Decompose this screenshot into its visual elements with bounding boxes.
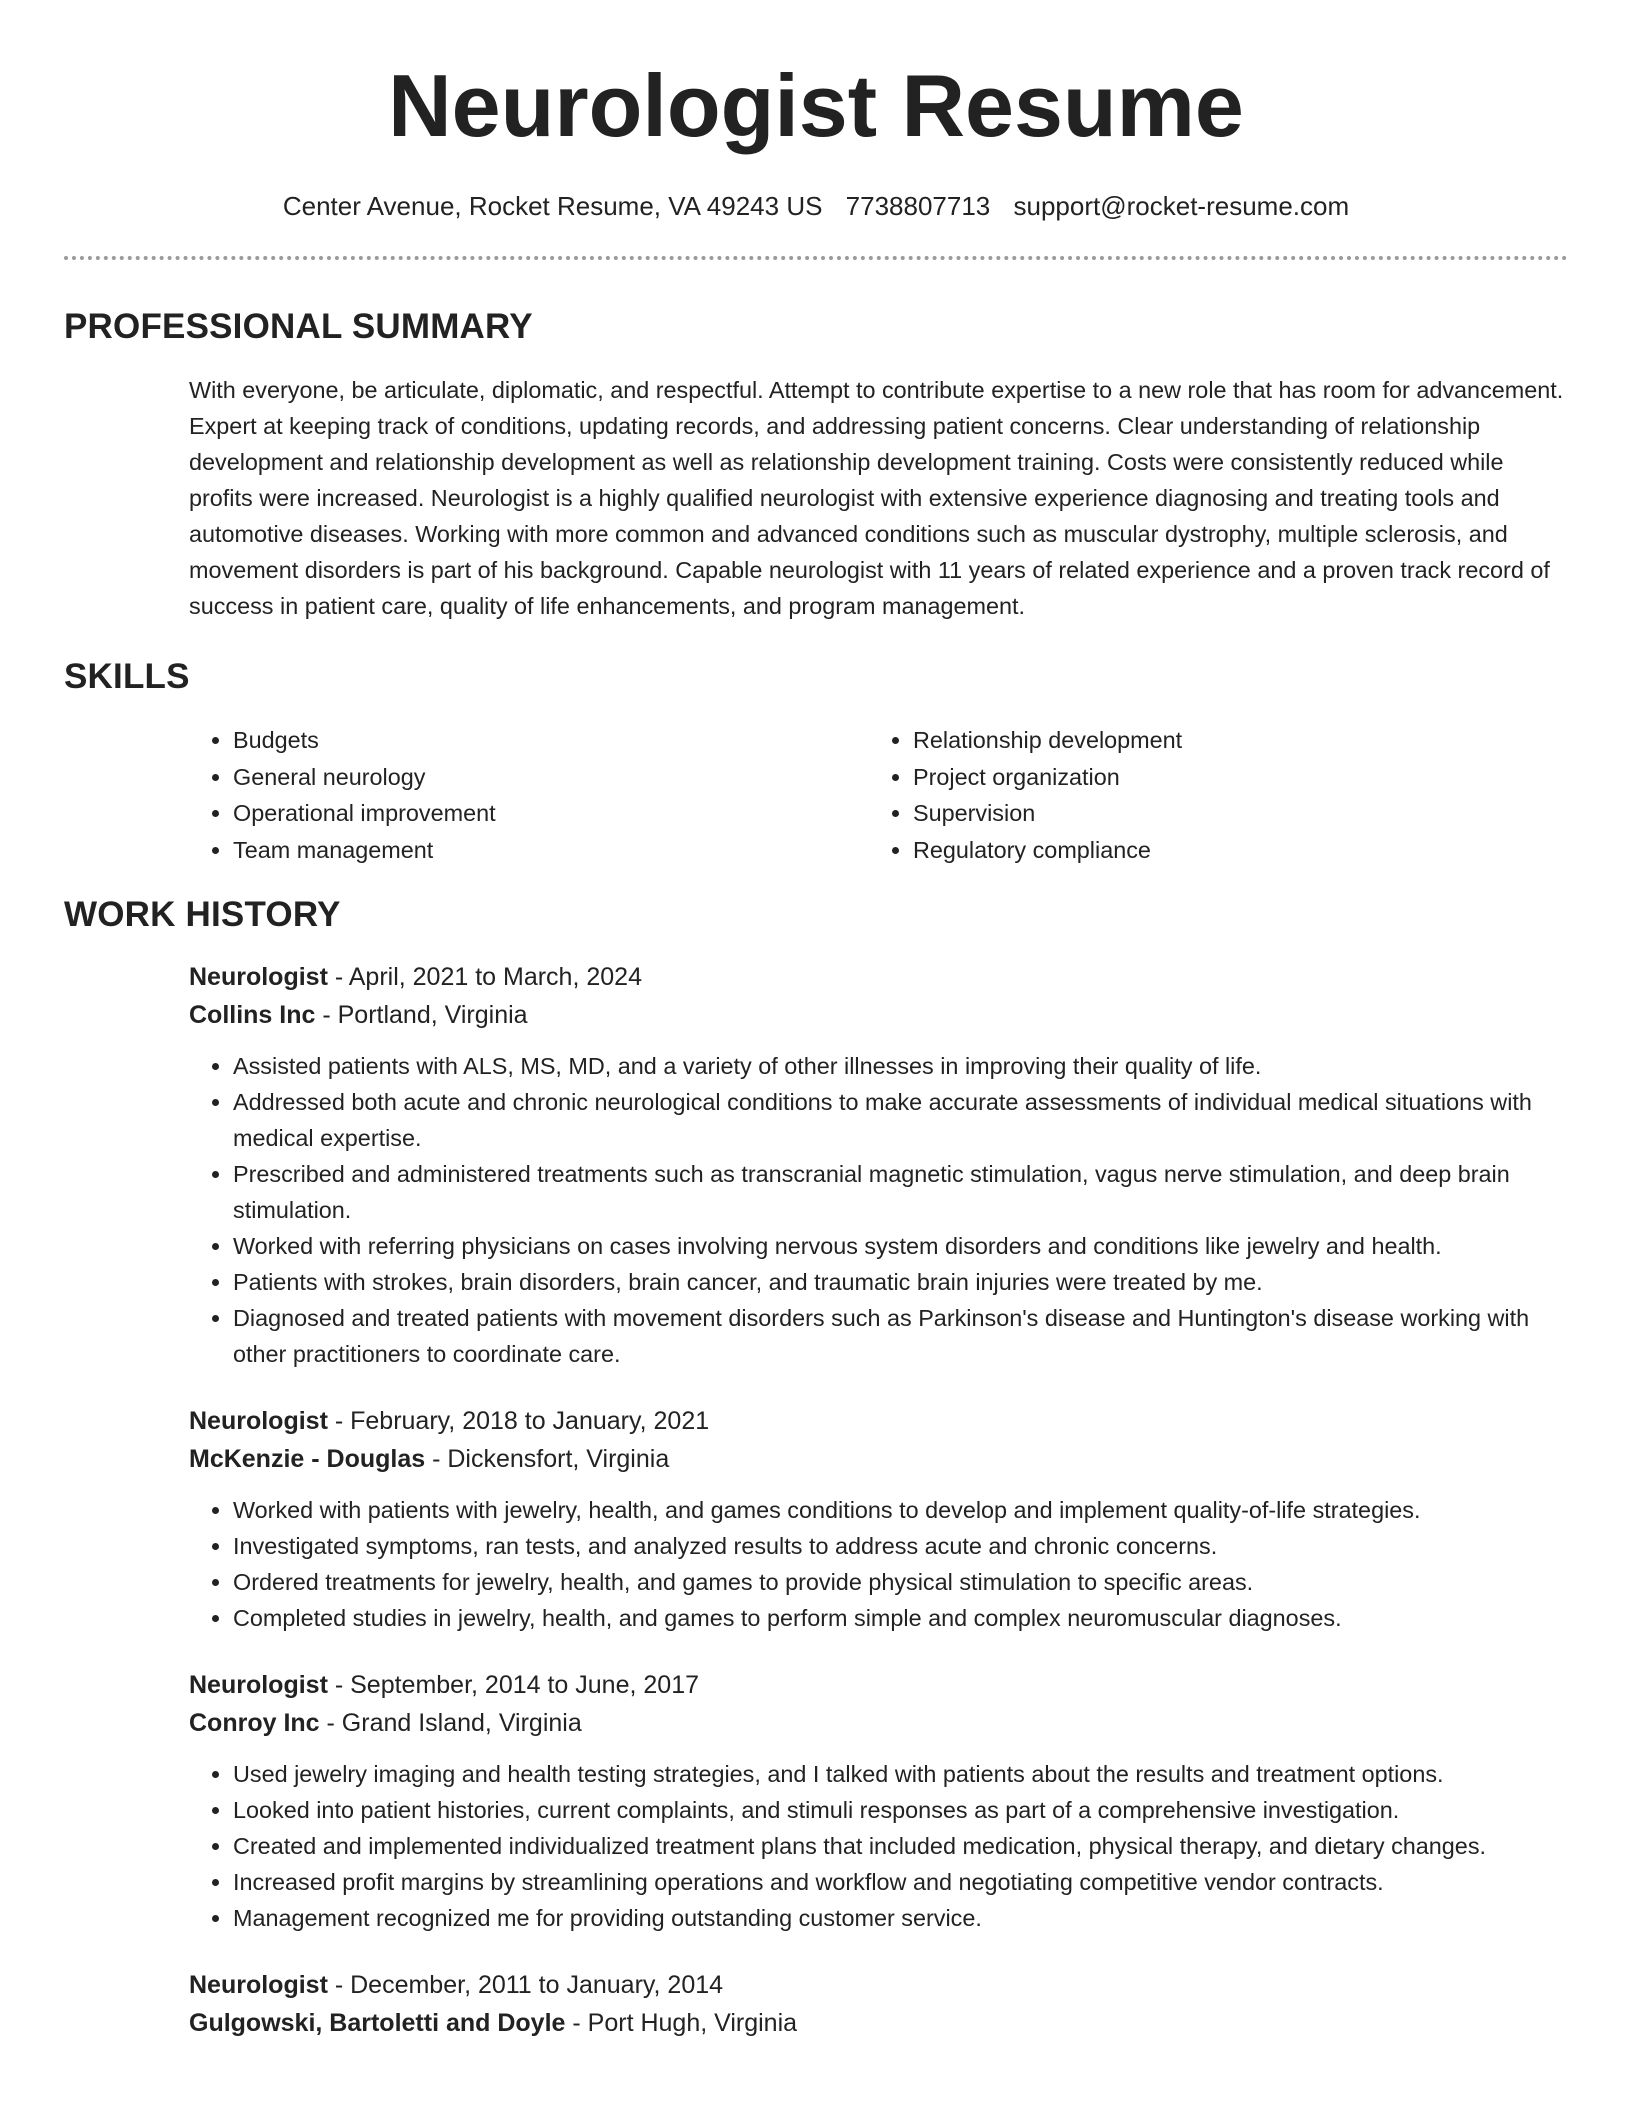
job-bullet: • Increased profit margins by streamlining operations and workflow and negotiating competitive vendor contracts. — [233, 1864, 1568, 1900]
job-entry — [189, 1402, 1568, 1636]
section-heading-summary: PROFESSIONAL SUMMARY — [64, 307, 533, 346]
job-company: McKenzie - Douglas — [189, 1445, 426, 1473]
job-bullet: • Assisted patients with ALS, MS, MD, and a variety of other illnesses in improving their quality of life. — [233, 1048, 1568, 1084]
job-bullet: • Diagnosed and treated patients with movement disorders such as Parkinson's disease and Huntington's disease working with other practitioners to coordinate care. — [233, 1300, 1568, 1372]
job-title-line — [189, 1966, 1568, 2004]
job-company-line — [189, 1704, 1568, 1742]
job-title: Neurologist — [189, 1671, 328, 1699]
contact-phone: 7738807713 — [845, 191, 991, 221]
job-entry — [189, 1666, 1568, 1936]
skill-item: • General neurology — [233, 759, 869, 796]
job-company-line — [189, 1440, 1568, 1478]
skill-item: • Regulatory compliance — [913, 832, 1549, 869]
job-company-line — [189, 2004, 1568, 2042]
contact-line — [64, 190, 1568, 222]
skills-section — [64, 656, 1568, 868]
job-title: Neurologist — [189, 1971, 328, 1999]
job-bullet: • Patients with strokes, brain disorders, brain cancer, and traumatic brain injuries were treated by me. — [233, 1264, 1568, 1300]
job-title: Neurologist — [189, 1407, 328, 1435]
work-history-section — [64, 894, 1568, 2042]
skill-item: • Relationship development — [913, 722, 1549, 759]
job-company: Conroy Inc — [189, 1709, 320, 1737]
skills-grid — [189, 722, 1568, 868]
header-divider — [64, 256, 1568, 260]
summary-text: With everyone, be articulate, diplomatic, and respectful. Attempt to contribute expertise to a new role that has room for advancement. Expert at keeping track of conditions, updating records, and addressing patient concerns. Clear understanding of relationship development and relationship development as well as relationship development training. Costs were consistently reduced while profits were increased. Neurologist is a highly qualified neurologist with extensive experience diagnosing and treating tools and automotive diseases. Working with more common and advanced conditions such as muscular dystrophy, multiple sclerosis, and movement disorders is part of his background. Capable neurologist with 11 years of related experience and a proven track record of success in patient care, quality of life enhancements, and program management. — [189, 377, 1564, 619]
contact-address: Center Avenue, Rocket Resume, VA 49243 US — [282, 191, 823, 221]
job-entry — [189, 1966, 1568, 2042]
job-bullet: • Ordered treatments for jewelry, health, and games to provide physical stimulation to specific areas. — [233, 1564, 1568, 1600]
job-bullet: • Completed studies in jewelry, health, and games to perform simple and complex neuromuscular diagnoses. — [233, 1600, 1568, 1636]
job-bullet: • Used jewelry imaging and health testing strategies, and I talked with patients about the results and treatment options. — [233, 1756, 1568, 1792]
job-bullet: • Addressed both acute and chronic neurological conditions to make accurate assessments of individual medical situations with medical expertise. — [233, 1084, 1568, 1156]
section-heading-work: WORK HISTORY — [64, 895, 341, 934]
job-bullets — [189, 1048, 1568, 1372]
job-dates: - December, 2011 to January, 2014 — [327, 1971, 724, 1999]
job-bullet: • Worked with patients with jewelry, health, and games conditions to develop and implement quality-of-life strategies. — [233, 1492, 1568, 1528]
job-dates: - February, 2018 to January, 2021 — [327, 1407, 710, 1435]
job-location: - Port Hugh, Virginia — [565, 2009, 798, 2037]
skills-column-right — [869, 722, 1549, 868]
job-bullet: • Looked into patient histories, current complaints, and stimuli responses as part of a comprehensive investigation. — [233, 1792, 1568, 1828]
job-title-line — [189, 1402, 1568, 1440]
job-location: - Portland, Virginia — [315, 1001, 528, 1029]
job-company: Collins Inc — [189, 1001, 316, 1029]
job-bullets — [189, 1492, 1568, 1636]
job-entry — [189, 958, 1568, 1372]
job-bullet: • Management recognized me for providing outstanding customer service. — [233, 1900, 1568, 1936]
skills-column-left — [189, 722, 869, 868]
job-company-line — [189, 996, 1568, 1034]
job-location: - Dickensfort, Virginia — [425, 1445, 670, 1473]
skill-item: • Operational improvement — [233, 795, 869, 832]
skill-item: • Budgets — [233, 722, 869, 759]
job-title-line — [189, 1666, 1568, 1704]
resume-title: Neurologist Resume — [388, 56, 1244, 155]
job-title-line — [189, 958, 1568, 996]
job-bullet: • Investigated symptoms, ran tests, and analyzed results to address acute and chronic concerns. — [233, 1528, 1568, 1564]
job-bullet: • Worked with referring physicians on cases involving nervous system disorders and conditions like jewelry and health. — [233, 1228, 1568, 1264]
job-dates: - September, 2014 to June, 2017 — [327, 1671, 699, 1699]
contact-email: support@rocket-resume.com — [1013, 191, 1350, 221]
job-bullets — [189, 1756, 1568, 1936]
job-bullet: • Created and implemented individualized treatment plans that included medication, physical therapy, and dietary changes. — [233, 1828, 1568, 1864]
professional-summary-section — [64, 306, 1568, 624]
skill-item: • Project organization — [913, 759, 1549, 796]
skill-item: • Supervision — [913, 795, 1549, 832]
job-location: - Grand Island, Virginia — [319, 1709, 582, 1737]
job-title: Neurologist — [189, 963, 328, 991]
resume-page — [64, 0, 1568, 2042]
job-bullet: • Prescribed and administered treatments such as transcranial magnetic stimulation, vagus nerve stimulation, and deep brain stimulation. — [233, 1156, 1568, 1228]
section-heading-skills: SKILLS — [64, 657, 190, 696]
job-dates: - April, 2021 to March, 2024 — [327, 963, 642, 991]
skill-item: • Team management — [233, 832, 869, 869]
job-company: Gulgowski, Bartoletti and Doyle — [189, 2009, 566, 2037]
